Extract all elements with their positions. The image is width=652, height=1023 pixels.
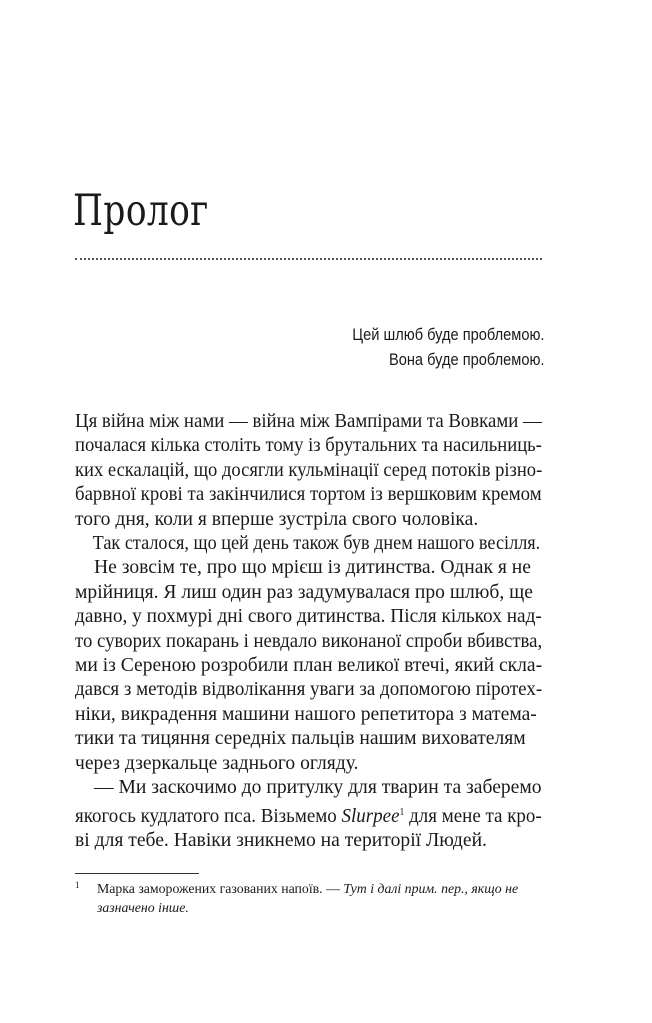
text-line: ніки, викрадення машини нашого репетитора з матема- (75, 703, 537, 725)
footnote (75, 879, 545, 917)
text-line: того дня, коли я вперше зустріла свого чоловіка. (75, 508, 479, 530)
text-segment: для мене та кро- (404, 805, 542, 827)
footnote-italic-text: Тут і далі прим. пер., якщо не (343, 881, 519, 896)
text-line: мрійниця. Я лиш один раз задумувалася про шлюб, ще (75, 581, 533, 603)
text-line: то суворих покарань і невдало виконаної спроби вбивства, (75, 630, 543, 652)
footnote-plain-text: Марка заморожених газованих напоїв. — (97, 881, 344, 896)
text-line: давно, у похмурі дні свого дитинства. Після кількох над- (75, 606, 542, 628)
body-text (75, 410, 542, 853)
footnote-text (75, 879, 545, 917)
brand-name: Slurpee (341, 805, 400, 827)
epigraph (321, 322, 545, 372)
footnote-line (97, 879, 545, 898)
text-segment: якогось кудлатого пса. Візьмемо (75, 805, 342, 827)
text-line: ві для тебе. Навіки зникнемо на території Людей. (75, 829, 487, 851)
footnote-number: 1 (75, 880, 80, 890)
text-line: Ця війна між нами — війна між Вампірами та Вовками — (75, 411, 542, 432)
text-line: — Ми заскочимо до притулку для тварин та заберемо (94, 777, 542, 799)
chapter-title: Пролог (73, 186, 209, 236)
footnote-italic-text: зазначено інше. (97, 900, 189, 915)
text-line: ких ескалацій, що досягли кульмінації серед потоків різно- (75, 459, 543, 481)
epigraph-line: Цей шлюб буде проблемою. (351, 325, 544, 344)
text-line: дався з методів відволікання уваги за допомогою піротех- (75, 679, 543, 701)
text-line: через дзеркальце заднього огляду. (75, 752, 359, 774)
text-line: почалася кілька століть тому із брутальних та насильниць- (75, 435, 542, 457)
text-line: барвної крові та закінчилися тортом із вершковим кремом (75, 484, 542, 506)
title-dotted-divider (75, 258, 542, 260)
epigraph-line: Вона буде проблемою. (388, 350, 544, 369)
text-line: тики та тицяння середніх пальців нашим вихователям (75, 728, 526, 750)
text-line: Не зовсім те, про що мрієш із дитинства. Однак я не (94, 557, 531, 579)
footnote-reference[interactable]: 1 (399, 806, 405, 818)
text-line: ми із Сереною розробили план великої втечі, який скла- (75, 655, 543, 677)
text-line (75, 801, 542, 829)
text-line: Так сталося, що цей день також був днем нашого весілля. (92, 533, 541, 555)
footnote-line (97, 898, 545, 917)
footnote-divider (75, 873, 199, 874)
